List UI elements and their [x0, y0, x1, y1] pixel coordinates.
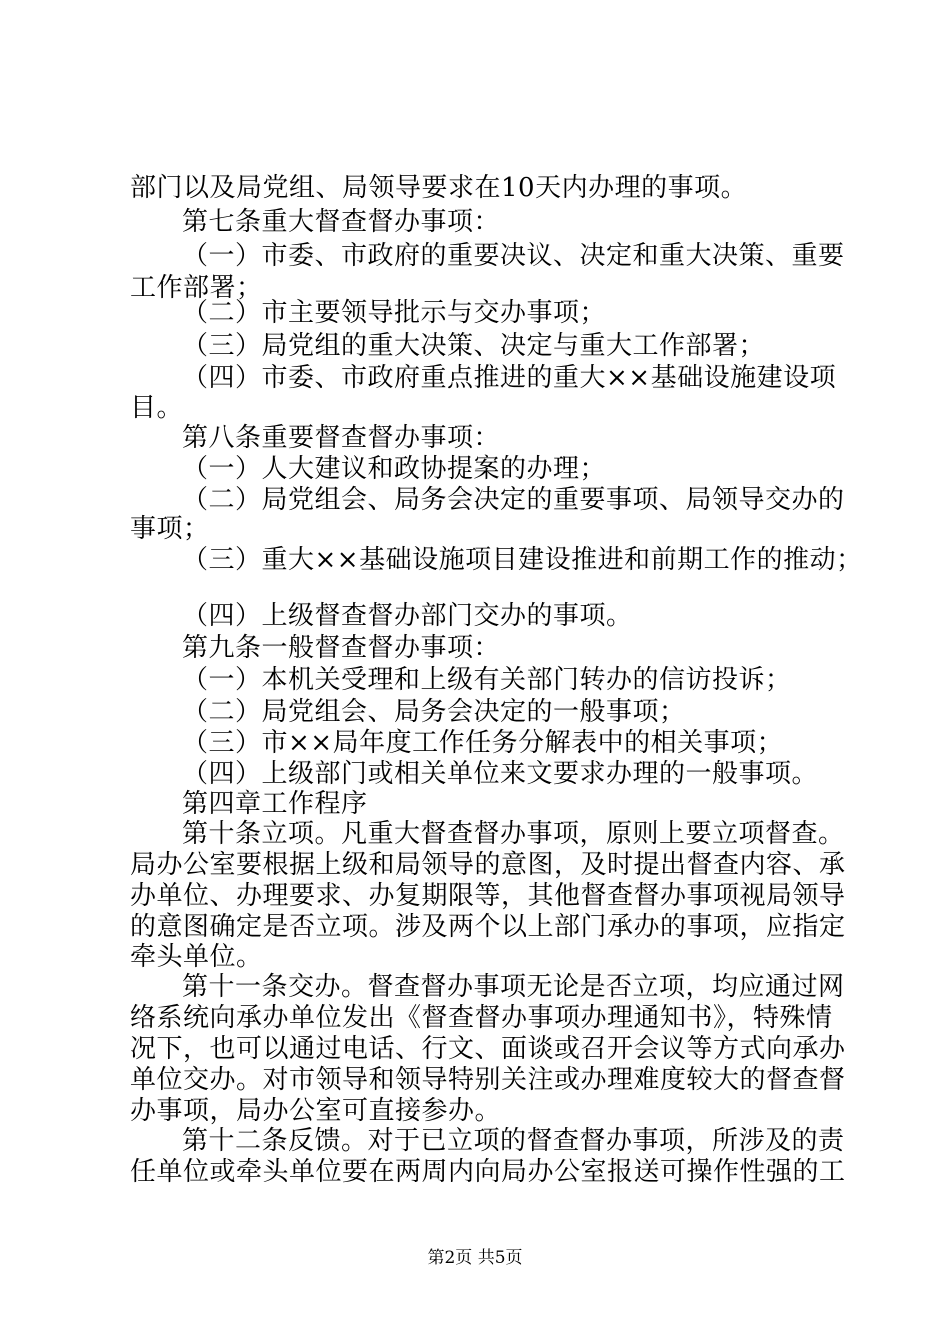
text-line-23: 办单位、办理要求、办复期限等，其他督查督办事项视局领导 [130, 881, 846, 911]
text-line-14: （四）上级督查督办部门交办的事项。 [182, 601, 633, 631]
text-line-28: 况下，也可以通过电话、行文、面谈或召开会议等方式向承办 [130, 1034, 846, 1064]
text-line-10: （一）人大建议和政协提案的办理； [182, 454, 607, 484]
text-line-32: 任单位或牵头单位要在两周内向局办公室报送可操作性强的工 [130, 1157, 846, 1187]
text-line-5: （二）市主要领导批示与交办事项； [182, 298, 607, 328]
text-line-7: （四）市委、市政府重点推进的重大××基础设施建设项 [182, 363, 837, 393]
text-line-31: 第十二条反馈。对于已立项的督查督办事项，所涉及的责 [182, 1126, 845, 1156]
text-line-16: （一）本机关受理和上级有关部门转办的信访投诉； [182, 665, 792, 695]
text-line-29: 单位交办。对市领导和领导特别关注或办理难度较大的督查督 [130, 1065, 846, 1095]
text-line-24: 的意图确定是否立项。涉及两个以上部门承办的事项，应指定 [130, 912, 846, 942]
text-line-22: 局办公室要根据上级和局领导的意图，及时提出督查内容、承 [130, 850, 846, 880]
text-line-25: 牵头单位。 [130, 942, 263, 972]
text-line-26: 第十一条交办。督查督办事项无论是否立项，均应通过网 [182, 972, 845, 1002]
text-line-3: （一）市委、市政府的重要决议、决定和重大决策、重要 [182, 241, 845, 271]
text-line-15: 第九条一般督查督办事项： [182, 633, 501, 663]
text-line-30: 办事项，局办公室可直接参办。 [130, 1096, 502, 1126]
text-line-18: （三）市××局年度工作任务分解表中的相关事项； [182, 728, 784, 758]
text-line-12: 事项； [130, 514, 210, 544]
chapter-heading: 第四章工作程序 [182, 789, 368, 819]
text-line-4: 工作部署； [130, 273, 263, 303]
text-line-19: （四）上级部门或相关单位来文要求办理的一般事项。 [182, 759, 819, 789]
page-number-footer: 第2页 共5页 [427, 1248, 523, 1268]
text-line-1: 部门以及局党组、局领导要求在10天内办理的事项。 [130, 173, 748, 203]
text-line-11: （二）局党组会、局务会决定的重要事项、局领导交办的 [182, 485, 845, 515]
text-line-21: 第十条立项。凡重大督查督办事项，原则上要立项督查。 [182, 819, 845, 849]
text-line-27: 络系统向承办单位发出《督查督办事项办理通知书》，特殊情 [130, 1003, 833, 1033]
text-line-9: 第八条重要督查督办事项： [182, 423, 501, 453]
text-line-6: （三）局党组的重大决策、决定与重大工作部署； [182, 331, 766, 361]
text-line-8: 目。 [130, 393, 184, 423]
text-line-13: （三）重大××基础设施项目建设推进和前期工作的推动； [182, 545, 863, 575]
text-line-2: 第七条重大督查督办事项： [182, 207, 501, 237]
text-line-17: （二）局党组会、局务会决定的一般事项； [182, 697, 686, 727]
